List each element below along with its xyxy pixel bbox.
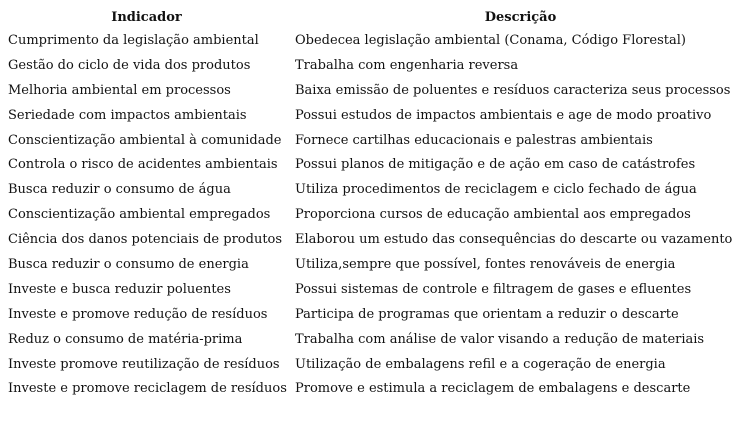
table-body (0, 28, 748, 401)
indicador-cell: Investe promove reutilização de resíduos (8, 356, 280, 372)
table-row (0, 252, 748, 277)
indicador-cell: Seriedade com impactos ambientais (8, 107, 247, 123)
table-row (0, 103, 748, 128)
indicador-cell: Busca reduzir o consumo de água (8, 182, 231, 198)
table-row (0, 302, 748, 327)
indicador-cell: Conscientização ambiental à comunidade (8, 132, 282, 148)
table-row (0, 327, 748, 352)
table-row (0, 152, 748, 177)
table-row (0, 177, 748, 202)
descricao-cell: Trabalha com análise de valor visando a redução de materiais (295, 331, 705, 347)
table-row (0, 277, 748, 302)
indicador-cell: Cumprimento da legislação ambiental (8, 32, 259, 48)
descricao-cell: Fornece cartilhas educacionais e palestras ambientais (295, 132, 653, 148)
indicador-cell: Busca reduzir o consumo de energia (8, 256, 249, 272)
table-row (0, 78, 748, 103)
descricao-cell: Possui sistemas de controle e filtragem de gases e efluentes (295, 281, 692, 297)
indicador-cell: Ciência dos danos potenciais de produtos (8, 232, 283, 248)
table-row (0, 28, 748, 53)
descricao-cell: Utiliza,sempre que possível, fontes renováveis de energia (295, 256, 676, 272)
descricao-cell: Obedecea legislação ambiental (Conama, Código Florestal) (295, 32, 686, 48)
header-row (0, 6, 748, 28)
indicador-cell: Investe e promove reciclagem de resíduos (8, 381, 287, 397)
table-header (0, 6, 748, 28)
table-row (0, 202, 748, 227)
descricao-cell: Trabalha com engenharia reversa (295, 57, 519, 73)
descricao-cell: Participa de programas que orientam a reduzir o descarte (295, 306, 679, 322)
descricao-cell: Baixa emissão de poluentes e resíduos caracteriza seus processos (295, 82, 731, 98)
indicador-cell: Controla o risco de acidentes ambientais (8, 157, 278, 173)
descricao-cell: Utilização de embalagens refil e a cogeração de energia (295, 356, 666, 372)
descricao-cell: Promove e estimula a reciclagem de embalagens e descarte (295, 381, 691, 397)
table-row (0, 53, 748, 78)
indicador-cell: Melhoria ambiental em processos (8, 82, 231, 98)
indicador-cell: Gestão do ciclo de vida dos produtos (8, 57, 251, 73)
indicador-cell: Investe e busca reduzir poluentes (8, 281, 231, 297)
indicador-cell: Reduz o consumo de matéria-prima (8, 331, 243, 347)
descricao-cell: Possui planos de mitigação e de ação em caso de catástrofes (295, 157, 696, 173)
header-descricao: Descrição (484, 9, 557, 25)
table-row (0, 128, 748, 153)
descricao-cell: Elaborou um estudo das consequências do descarte ou vazamento (295, 232, 733, 248)
descricao-cell: Proporciona cursos de educação ambiental aos empregados (295, 207, 691, 223)
descricao-cell: Utiliza procedimentos de reciclagem e ciclo fechado de água (295, 182, 697, 198)
descricao-cell: Possui estudos de impactos ambientais e age de modo proativo (295, 107, 712, 123)
table-row (0, 352, 748, 377)
table-row (0, 376, 748, 401)
header-indicador: Indicador (111, 9, 182, 25)
table-row (0, 227, 748, 252)
indicador-cell: Investe e promove redução de resíduos (8, 306, 268, 322)
indicador-cell: Conscientização ambiental empregados (8, 207, 271, 223)
indicator-table (0, 6, 748, 401)
